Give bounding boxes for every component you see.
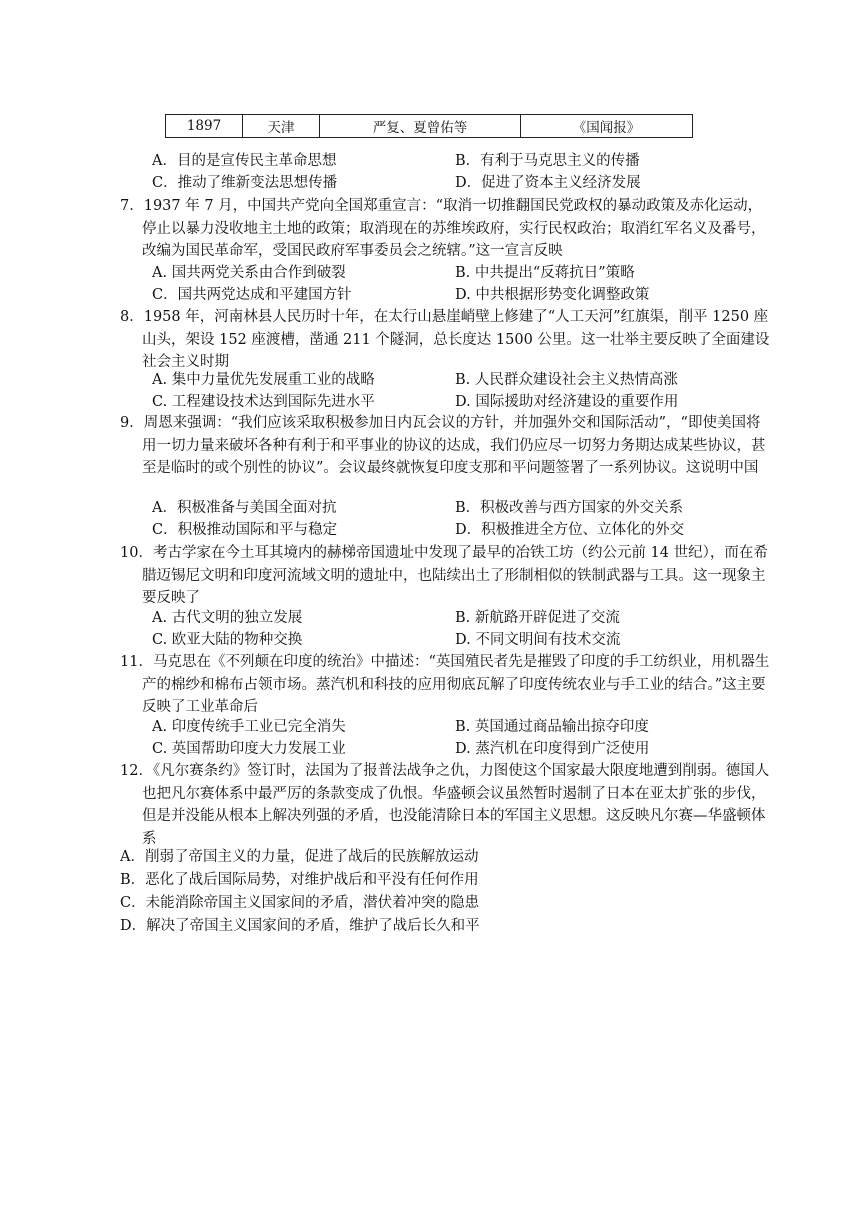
q8-option-b: B. 人民群众建设社会主义热情高涨 (455, 372, 678, 388)
q6-option-d: D．促进了资本主义经济发展 (455, 175, 641, 191)
q12-option-b: B．恶化了战后国际局势，对维护战后和平没有任何作用 (120, 872, 479, 888)
q12-option-a: A．削弱了帝国主义的力量，促进了战后的民族解放运动 (120, 849, 479, 865)
q12-option-d: D．解决了帝国主义国家间的矛盾，维护了战后长久和平 (120, 918, 480, 934)
q10-option-c: C. 欧亚大陆的物种交换 (152, 632, 303, 648)
q6-option-b: B．有利于马克思主义的传播 (455, 153, 640, 169)
table-row (166, 115, 693, 138)
q8-stem: 8．1958 年，河南林县人民历时十年，在太行山悬崖峭壁上修建了“人工天河”红旗渠，削平 1250 座山头，架设 152 座渡槽，凿通 211 个隧洞，总长度达 1500 公里。这一壮举主要反映了全面建设社会主义时期 (120, 309, 770, 370)
q10-stem: 10．考古学家在今土耳其境内的赫梯帝国遗址中发现了最早的冶铁工坊（约公元前 14 世纪），而在希腊迈锡尼文明和印度河流域文明的遗址中，也陆续出土了形制相似的铁制武器与工具。这一现象主要反映了 (120, 545, 768, 606)
q9-option-b: B．积极改善与西方国家的外交关系 (455, 500, 684, 516)
q11-option-a: A. 印度传统手工业已完全消失 (152, 719, 346, 735)
q7-option-d: D. 中共根据形势变化调整政策 (455, 287, 650, 303)
q7-stem: 7．1937 年 7 月，中国共产党向全国郑重宣言：“取消一切推翻国民党政权的暴动政策及赤化运动，停止以暴力没收地主土地的政策；取消现在的苏维埃政府，实行民权政治；取消红军名义及番号，改编为国民革命军，受国民政府军事委员会之统辖。”这一宣言反映 (120, 198, 766, 259)
q8-option-d: D. 国际援助对经济建设的重要作用 (455, 394, 679, 410)
q9-option-a: A．积极准备与美国全面对抗 (152, 500, 337, 516)
q9-stem: 9．周恩来强调：“我们应该采取积极参加日内瓦会议的方针，并加强外交和国际活动”，“即使美国将用一切力量来破坏各种有利于和平事业的协议的达成，我们仍应尽一切努力务期达成某些协议，甚至是临时的或个别性的协议”。会议最终就恢复印度支那和平问题签署了一系列协议。这说明中国 (120, 415, 766, 476)
q6-option-a: A．目的是宣传民主革命思想 (152, 153, 337, 169)
q10-option-b: B. 新航路开辟促进了交流 (455, 610, 620, 626)
q8-option-c: C. 工程建设技术达到国际先进水平 (152, 394, 375, 410)
q7-option-b: B. 中共提出“反蒋抗日”策略 (455, 265, 635, 281)
q9-option-c: C．积极推动国际和平与稳定 (152, 522, 338, 538)
q7-option-a: A. 国共两党关系由合作到破裂 (152, 265, 346, 281)
table-cell-founders: 严复、夏曾佑等 (320, 115, 521, 138)
q9-option-d: D．积极推进全方位、立体化的外交 (455, 522, 685, 538)
table-cell-newspaper: 《国闻报》 (521, 115, 693, 138)
table-cell-year: 1897 (166, 115, 243, 138)
q8-option-a: A. 集中力量优先发展重工业的战略 (152, 372, 375, 388)
q12-stem: 12．《凡尔赛条约》签订时，法国为了报普法战争之仇，力图使这个国家最大限度地遭到削弱。德国人也把凡尔赛体系中最严厉的条款变成了仇恨。华盛顿会议虽然暂时遏制了日本在亚太扩张的步伐，但是并没能从根本上解决列强的矛盾，也没能清除日本的军国主义思想。这反映凡尔赛—华盛顿体系 (120, 763, 770, 847)
q7-option-c: C．国共两党达成和平建国方针 (152, 287, 352, 303)
q11-stem: 11．马克思在《不列颠在印度的统治》中描述：“英国殖民者先是摧毁了印度的手工纺织业，用机器生产的棉纱和棉布占领市场。蒸汽机和科技的应用彻底瓦解了印度传统农业与手工业的结合。”这主要反映了工业革命后 (120, 654, 770, 715)
q10-option-a: A. 古代文明的独立发展 (152, 610, 303, 626)
q11-option-b: B. 英国通过商品输出掠夺印度 (455, 719, 649, 735)
q11-option-d: D. 蒸汽机在印度得到广泛使用 (455, 741, 650, 757)
q12-option-c: C．未能消除帝国主义国家间的矛盾，潜伏着冲突的隐患 (120, 895, 480, 911)
newspaper-table (165, 114, 693, 138)
q10-option-d: D. 不同文明间有技术交流 (455, 632, 621, 648)
q11-option-c: C. 英国帮助印度大力发展工业 (152, 741, 346, 757)
table-cell-place: 天津 (243, 115, 320, 138)
q6-option-c: C．推动了维新变法思想传播 (152, 175, 338, 191)
